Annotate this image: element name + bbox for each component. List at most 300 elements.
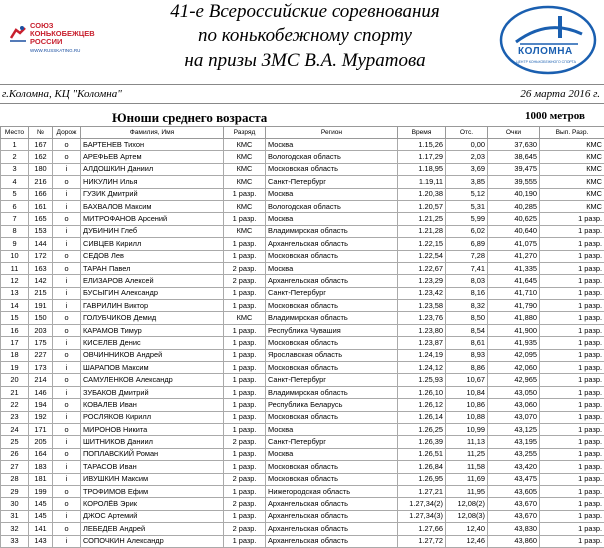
place-cell: 13	[1, 287, 29, 299]
athlete-name-cell: ШИТНИКОВ Даниил	[81, 436, 224, 448]
logo-line1: СОЮЗ	[30, 22, 54, 30]
achieved-rank-cell: 1 разр.	[540, 225, 604, 237]
rank-cell: 1 разр.	[224, 337, 266, 349]
table-row	[1, 200, 604, 212]
bib-cell: 205	[29, 436, 53, 448]
points-cell: 40,190	[488, 188, 540, 200]
time-cell: 1.22,67	[398, 262, 446, 274]
time-cell: 1.23,42	[398, 287, 446, 299]
rank-cell: 2 разр.	[224, 498, 266, 510]
rank-cell: 1 разр.	[224, 386, 266, 398]
time-cell: 1.22,15	[398, 238, 446, 250]
bib-cell: 215	[29, 287, 53, 299]
bib-cell: 214	[29, 374, 53, 386]
region-cell: Санкт-Петербург	[266, 436, 398, 448]
region-cell: Нижегородская область	[266, 485, 398, 497]
athlete-name-cell: СОПОЧКИН Александр	[81, 535, 224, 547]
points-cell: 39,555	[488, 176, 540, 188]
column-header: Вып. Разр.	[540, 127, 604, 139]
points-cell: 41,335	[488, 262, 540, 274]
column-header: Время	[398, 127, 446, 139]
achieved-rank-cell: 1 разр.	[540, 498, 604, 510]
behind-cell: 6,02	[446, 225, 488, 237]
achieved-rank-cell: 1 разр.	[540, 386, 604, 398]
points-cell: 37,630	[488, 139, 540, 151]
time-cell: 1.27,34(3)	[398, 510, 446, 522]
table-row	[1, 324, 604, 336]
place-cell: 11	[1, 262, 29, 274]
behind-cell: 11,95	[446, 485, 488, 497]
place-cell: 19	[1, 362, 29, 374]
behind-cell: 10,86	[446, 399, 488, 411]
points-cell: 41,935	[488, 337, 540, 349]
points-cell: 42,965	[488, 374, 540, 386]
lane-cell: o	[53, 324, 81, 336]
achieved-rank-cell: 1 разр.	[540, 510, 604, 522]
points-cell: 43,070	[488, 411, 540, 423]
bib-cell: 145	[29, 498, 53, 510]
place-cell: 33	[1, 535, 29, 547]
rank-cell: 2 разр.	[224, 436, 266, 448]
region-cell: Москва	[266, 262, 398, 274]
achieved-rank-cell: 1 разр.	[540, 275, 604, 287]
points-cell: 43,670	[488, 498, 540, 510]
venue-logo-sub: ЦЕНТР КОНЬКОБЕЖНОГО СПОРТА	[516, 60, 576, 64]
points-cell: 38,645	[488, 151, 540, 163]
behind-cell: 12,40	[446, 523, 488, 535]
behind-cell: 8,50	[446, 312, 488, 324]
lane-cell: i	[53, 300, 81, 312]
time-cell: 1.19,11	[398, 176, 446, 188]
region-cell: Московская область	[266, 362, 398, 374]
athlete-name-cell: ОВЧИННИКОВ Андрей	[81, 349, 224, 361]
athlete-name-cell: БАРТЕНЕВ Тихон	[81, 139, 224, 151]
achieved-rank-cell: 1 разр.	[540, 362, 604, 374]
logo-line3: РОССИИ	[30, 38, 62, 46]
behind-cell: 5,99	[446, 213, 488, 225]
place-cell: 29	[1, 485, 29, 497]
table-row	[1, 423, 604, 435]
athlete-name-cell: ГОЛУБЧИКОВ Демид	[81, 312, 224, 324]
table-row	[1, 176, 604, 188]
skater-logo-icon	[8, 24, 28, 44]
points-cell: 41,900	[488, 324, 540, 336]
achieved-rank-cell: 1 разр.	[540, 250, 604, 262]
table-row	[1, 535, 604, 547]
rank-cell: 1 разр.	[224, 250, 266, 262]
behind-cell: 8,03	[446, 275, 488, 287]
rank-cell: КМС	[224, 151, 266, 163]
place-cell: 14	[1, 300, 29, 312]
region-cell: Московская область	[266, 473, 398, 485]
athlete-name-cell: ЛЕБЕДЕВ Андрей	[81, 523, 224, 535]
table-row	[1, 250, 604, 262]
time-cell: 1.27,66	[398, 523, 446, 535]
athlete-name-cell: СИВЦЕВ Кирилл	[81, 238, 224, 250]
lane-cell: o	[53, 374, 81, 386]
time-cell: 1.21,25	[398, 213, 446, 225]
lane-cell: i	[53, 337, 81, 349]
kolomna-arena-icon	[498, 4, 598, 76]
points-cell: 40,625	[488, 213, 540, 225]
bib-cell: 163	[29, 262, 53, 274]
column-header: Фамилия, Имя	[81, 127, 224, 139]
region-cell: Архангельская область	[266, 238, 398, 250]
lane-cell: o	[53, 498, 81, 510]
lane-cell: i	[53, 163, 81, 175]
place-cell: 24	[1, 423, 29, 435]
region-cell: Владимирская область	[266, 225, 398, 237]
bib-cell: 173	[29, 362, 53, 374]
points-cell: 39,475	[488, 163, 540, 175]
rank-cell: 1 разр.	[224, 411, 266, 423]
points-cell: 42,060	[488, 362, 540, 374]
region-cell: Ярославская область	[266, 349, 398, 361]
points-cell: 43,195	[488, 436, 540, 448]
lane-cell: o	[53, 213, 81, 225]
behind-cell: 10,99	[446, 423, 488, 435]
place-cell: 27	[1, 461, 29, 473]
time-cell: 1.15,26	[398, 139, 446, 151]
achieved-rank-cell: 1 разр.	[540, 423, 604, 435]
points-cell: 43,670	[488, 510, 540, 522]
results-table	[0, 126, 604, 548]
time-cell: 1.26,39	[398, 436, 446, 448]
time-cell: 1.20,38	[398, 188, 446, 200]
athlete-name-cell: САМУЛЕНКОВ Александр	[81, 374, 224, 386]
time-cell: 1.26,25	[398, 423, 446, 435]
table-header-row	[1, 127, 604, 139]
rank-cell: КМС	[224, 312, 266, 324]
athlete-name-cell: ЗУБАКОВ Дмитрий	[81, 386, 224, 398]
points-cell: 43,050	[488, 386, 540, 398]
event-title-line2: по конькобежному спорту	[120, 24, 490, 48]
athlete-name-cell: ТРОФИМОВ Ефим	[81, 485, 224, 497]
achieved-rank-cell: КМС	[540, 139, 604, 151]
place-cell: 22	[1, 399, 29, 411]
behind-cell: 10,84	[446, 386, 488, 398]
achieved-rank-cell: 1 разр.	[540, 287, 604, 299]
table-row	[1, 238, 604, 250]
lane-cell: o	[53, 151, 81, 163]
athlete-name-cell: ГУЗИК Дмитрий	[81, 188, 224, 200]
bib-cell: 172	[29, 250, 53, 262]
table-row	[1, 262, 604, 274]
athlete-name-cell: КАРАМОВ Тимур	[81, 324, 224, 336]
rank-cell: 1 разр.	[224, 535, 266, 547]
place-cell: 18	[1, 349, 29, 361]
achieved-rank-cell: 1 разр.	[540, 523, 604, 535]
bib-cell: 150	[29, 312, 53, 324]
athlete-name-cell: БУСЫГИН Александр	[81, 287, 224, 299]
lane-cell: o	[53, 139, 81, 151]
bib-cell: 164	[29, 448, 53, 460]
time-cell: 1.17,29	[398, 151, 446, 163]
points-cell: 43,830	[488, 523, 540, 535]
athlete-name-cell: КОВАЛЕВ Иван	[81, 399, 224, 411]
bib-cell: 194	[29, 399, 53, 411]
place-cell: 7	[1, 213, 29, 225]
behind-cell: 11,13	[446, 436, 488, 448]
behind-cell: 12,08(3)	[446, 510, 488, 522]
rank-cell: 1 разр.	[224, 485, 266, 497]
bib-cell: 141	[29, 523, 53, 535]
place-cell: 3	[1, 163, 29, 175]
achieved-rank-cell: 1 разр.	[540, 312, 604, 324]
place-cell: 20	[1, 374, 29, 386]
time-cell: 1.26,12	[398, 399, 446, 411]
behind-cell: 8,32	[446, 300, 488, 312]
venue-place: г.Коломна, КЦ "Коломна"	[2, 88, 122, 100]
time-cell: 1.24,12	[398, 362, 446, 374]
behind-cell: 8,54	[446, 324, 488, 336]
athlete-name-cell: МИТРОФАНОВ Арсений	[81, 213, 224, 225]
points-cell: 41,075	[488, 238, 540, 250]
rank-cell: 2 разр.	[224, 275, 266, 287]
lane-cell: o	[53, 176, 81, 188]
lane-cell: o	[53, 262, 81, 274]
achieved-rank-cell: 1 разр.	[540, 213, 604, 225]
behind-cell: 12,46	[446, 535, 488, 547]
athlete-name-cell: МИРОНОВ Никита	[81, 423, 224, 435]
bib-cell: 175	[29, 337, 53, 349]
table-row	[1, 349, 604, 361]
behind-cell: 0,00	[446, 139, 488, 151]
achieved-rank-cell: КМС	[540, 163, 604, 175]
logo-line2: КОНЬКОБЕЖЦЕВ	[30, 30, 95, 38]
time-cell: 1.23,87	[398, 337, 446, 349]
rank-cell: 1 разр.	[224, 423, 266, 435]
lane-cell: i	[53, 535, 81, 547]
points-cell: 43,255	[488, 448, 540, 460]
achieved-rank-cell: 1 разр.	[540, 411, 604, 423]
table-row	[1, 448, 604, 460]
points-cell: 43,420	[488, 461, 540, 473]
athlete-name-cell: КОРОЛЁВ Эрик	[81, 498, 224, 510]
behind-cell: 7,41	[446, 262, 488, 274]
lane-cell: o	[53, 312, 81, 324]
lane-cell: o	[53, 399, 81, 411]
distance-title: 1000 метров	[525, 110, 585, 122]
column-header: Разряд	[224, 127, 266, 139]
column-header: Регион	[266, 127, 398, 139]
time-cell: 1.24,19	[398, 349, 446, 361]
points-cell: 41,790	[488, 300, 540, 312]
achieved-rank-cell: 1 разр.	[540, 399, 604, 411]
achieved-rank-cell: 1 разр.	[540, 436, 604, 448]
table-row	[1, 510, 604, 522]
column-header: Отс.	[446, 127, 488, 139]
table-row	[1, 188, 604, 200]
athlete-name-cell: ШАРАПОВ Максим	[81, 362, 224, 374]
athlete-name-cell: АРЕФЬЕВ Артем	[81, 151, 224, 163]
table-row	[1, 362, 604, 374]
federation-logo	[8, 22, 98, 64]
behind-cell: 11,58	[446, 461, 488, 473]
rank-cell: 1 разр.	[224, 374, 266, 386]
bib-cell: 180	[29, 163, 53, 175]
place-cell: 9	[1, 238, 29, 250]
lane-cell: i	[53, 411, 81, 423]
athlete-name-cell: ТАРАН Павел	[81, 262, 224, 274]
bib-cell: 171	[29, 423, 53, 435]
time-cell: 1.25,93	[398, 374, 446, 386]
bib-cell: 192	[29, 411, 53, 423]
region-cell: Москва	[266, 188, 398, 200]
rank-cell: 1 разр.	[224, 238, 266, 250]
bib-cell: 165	[29, 213, 53, 225]
page-header	[0, 0, 604, 78]
lane-cell: o	[53, 523, 81, 535]
table-row	[1, 485, 604, 497]
rank-cell: 1 разр.	[224, 399, 266, 411]
lane-cell: i	[53, 200, 81, 212]
place-cell: 2	[1, 151, 29, 163]
athlete-name-cell: РОСЛЯКОВ Кирилл	[81, 411, 224, 423]
bib-cell: 227	[29, 349, 53, 361]
column-header: №	[29, 127, 53, 139]
time-cell: 1.27,34(2)	[398, 498, 446, 510]
place-cell: 30	[1, 498, 29, 510]
place-cell: 1	[1, 139, 29, 151]
bib-cell: 145	[29, 510, 53, 522]
bib-cell: 167	[29, 139, 53, 151]
results-body	[1, 139, 604, 548]
region-cell: Московская область	[266, 300, 398, 312]
behind-cell: 11,25	[446, 448, 488, 460]
table-row	[1, 461, 604, 473]
lane-cell: o	[53, 448, 81, 460]
rank-cell: КМС	[224, 176, 266, 188]
place-cell: 4	[1, 176, 29, 188]
lane-cell: i	[53, 473, 81, 485]
place-cell: 16	[1, 324, 29, 336]
event-title-line1: 41-е Всероссийские соревнования	[120, 0, 490, 24]
time-cell: 1.23,58	[398, 300, 446, 312]
time-cell: 1.18,95	[398, 163, 446, 175]
venue-logo	[498, 4, 598, 76]
region-cell: Москва	[266, 423, 398, 435]
place-cell: 10	[1, 250, 29, 262]
place-cell: 32	[1, 523, 29, 535]
behind-cell: 3,69	[446, 163, 488, 175]
points-cell: 40,640	[488, 225, 540, 237]
place-cell: 23	[1, 411, 29, 423]
behind-cell: 7,28	[446, 250, 488, 262]
place-cell: 6	[1, 200, 29, 212]
athlete-name-cell: ДЖОС Артемий	[81, 510, 224, 522]
region-cell: Республика Беларусь	[266, 399, 398, 411]
achieved-rank-cell: 1 разр.	[540, 349, 604, 361]
table-row	[1, 473, 604, 485]
region-cell: Вологодская область	[266, 200, 398, 212]
behind-cell: 11,69	[446, 473, 488, 485]
points-cell: 43,605	[488, 485, 540, 497]
points-cell: 40,285	[488, 200, 540, 212]
lane-cell: i	[53, 188, 81, 200]
region-cell: Москва	[266, 448, 398, 460]
bib-cell: 162	[29, 151, 53, 163]
bib-cell: 216	[29, 176, 53, 188]
points-cell: 41,710	[488, 287, 540, 299]
points-cell: 41,270	[488, 250, 540, 262]
achieved-rank-cell: 1 разр.	[540, 473, 604, 485]
rank-cell: 1 разр.	[224, 448, 266, 460]
achieved-rank-cell: 1 разр.	[540, 324, 604, 336]
athlete-name-cell: АЛДОШКИН Даниил	[81, 163, 224, 175]
achieved-rank-cell: 1 разр.	[540, 337, 604, 349]
athlete-name-cell: ТАРАСОВ Иван	[81, 461, 224, 473]
bib-cell: 181	[29, 473, 53, 485]
points-cell: 41,645	[488, 275, 540, 287]
athlete-name-cell: БАХВАЛОВ Максим	[81, 200, 224, 212]
column-header: Место	[1, 127, 29, 139]
time-cell: 1.20,57	[398, 200, 446, 212]
region-cell: Московская область	[266, 337, 398, 349]
points-cell: 43,060	[488, 399, 540, 411]
rank-cell: КМС	[224, 139, 266, 151]
event-title-line3: на призы ЗМС В.А. Муратова	[120, 49, 490, 73]
lane-cell: o	[53, 250, 81, 262]
athlete-name-cell: КИСЕЛЕВ Денис	[81, 337, 224, 349]
rank-cell: КМС	[224, 163, 266, 175]
achieved-rank-cell: 1 разр.	[540, 485, 604, 497]
behind-cell: 5,31	[446, 200, 488, 212]
achieved-rank-cell: 1 разр.	[540, 374, 604, 386]
table-row	[1, 436, 604, 448]
table-row	[1, 300, 604, 312]
region-cell: Московская область	[266, 163, 398, 175]
athlete-name-cell: ПОПЛАВСКИЙ Роман	[81, 448, 224, 460]
behind-cell: 10,88	[446, 411, 488, 423]
region-cell: Архангельская область	[266, 275, 398, 287]
rank-cell: 2 разр.	[224, 262, 266, 274]
bib-cell: 153	[29, 225, 53, 237]
region-cell: Санкт-Петербург	[266, 374, 398, 386]
place-cell: 15	[1, 312, 29, 324]
region-cell: Московская область	[266, 411, 398, 423]
place-cell: 28	[1, 473, 29, 485]
behind-cell: 2,03	[446, 151, 488, 163]
time-cell: 1.26,95	[398, 473, 446, 485]
bib-cell: 199	[29, 485, 53, 497]
athlete-name-cell: ИВУШКИН Максим	[81, 473, 224, 485]
lane-cell: i	[53, 238, 81, 250]
time-cell: 1.27,21	[398, 485, 446, 497]
time-cell: 1.27,72	[398, 535, 446, 547]
place-cell: 31	[1, 510, 29, 522]
lane-cell: i	[53, 287, 81, 299]
info-divider	[0, 103, 604, 104]
place-cell: 25	[1, 436, 29, 448]
athlete-name-cell: ЕЛИЗАРОВ Алексей	[81, 275, 224, 287]
behind-cell: 3,85	[446, 176, 488, 188]
table-row	[1, 498, 604, 510]
athlete-name-cell: НИКУЛИН Илья	[81, 176, 224, 188]
table-row	[1, 225, 604, 237]
bib-cell: 183	[29, 461, 53, 473]
behind-cell: 8,16	[446, 287, 488, 299]
time-cell: 1.26,51	[398, 448, 446, 460]
behind-cell: 10,67	[446, 374, 488, 386]
time-cell: 1.26,10	[398, 386, 446, 398]
achieved-rank-cell: КМС	[540, 200, 604, 212]
table-row	[1, 163, 604, 175]
achieved-rank-cell: 1 разр.	[540, 461, 604, 473]
table-row	[1, 312, 604, 324]
table-row	[1, 337, 604, 349]
region-cell: Москва	[266, 213, 398, 225]
